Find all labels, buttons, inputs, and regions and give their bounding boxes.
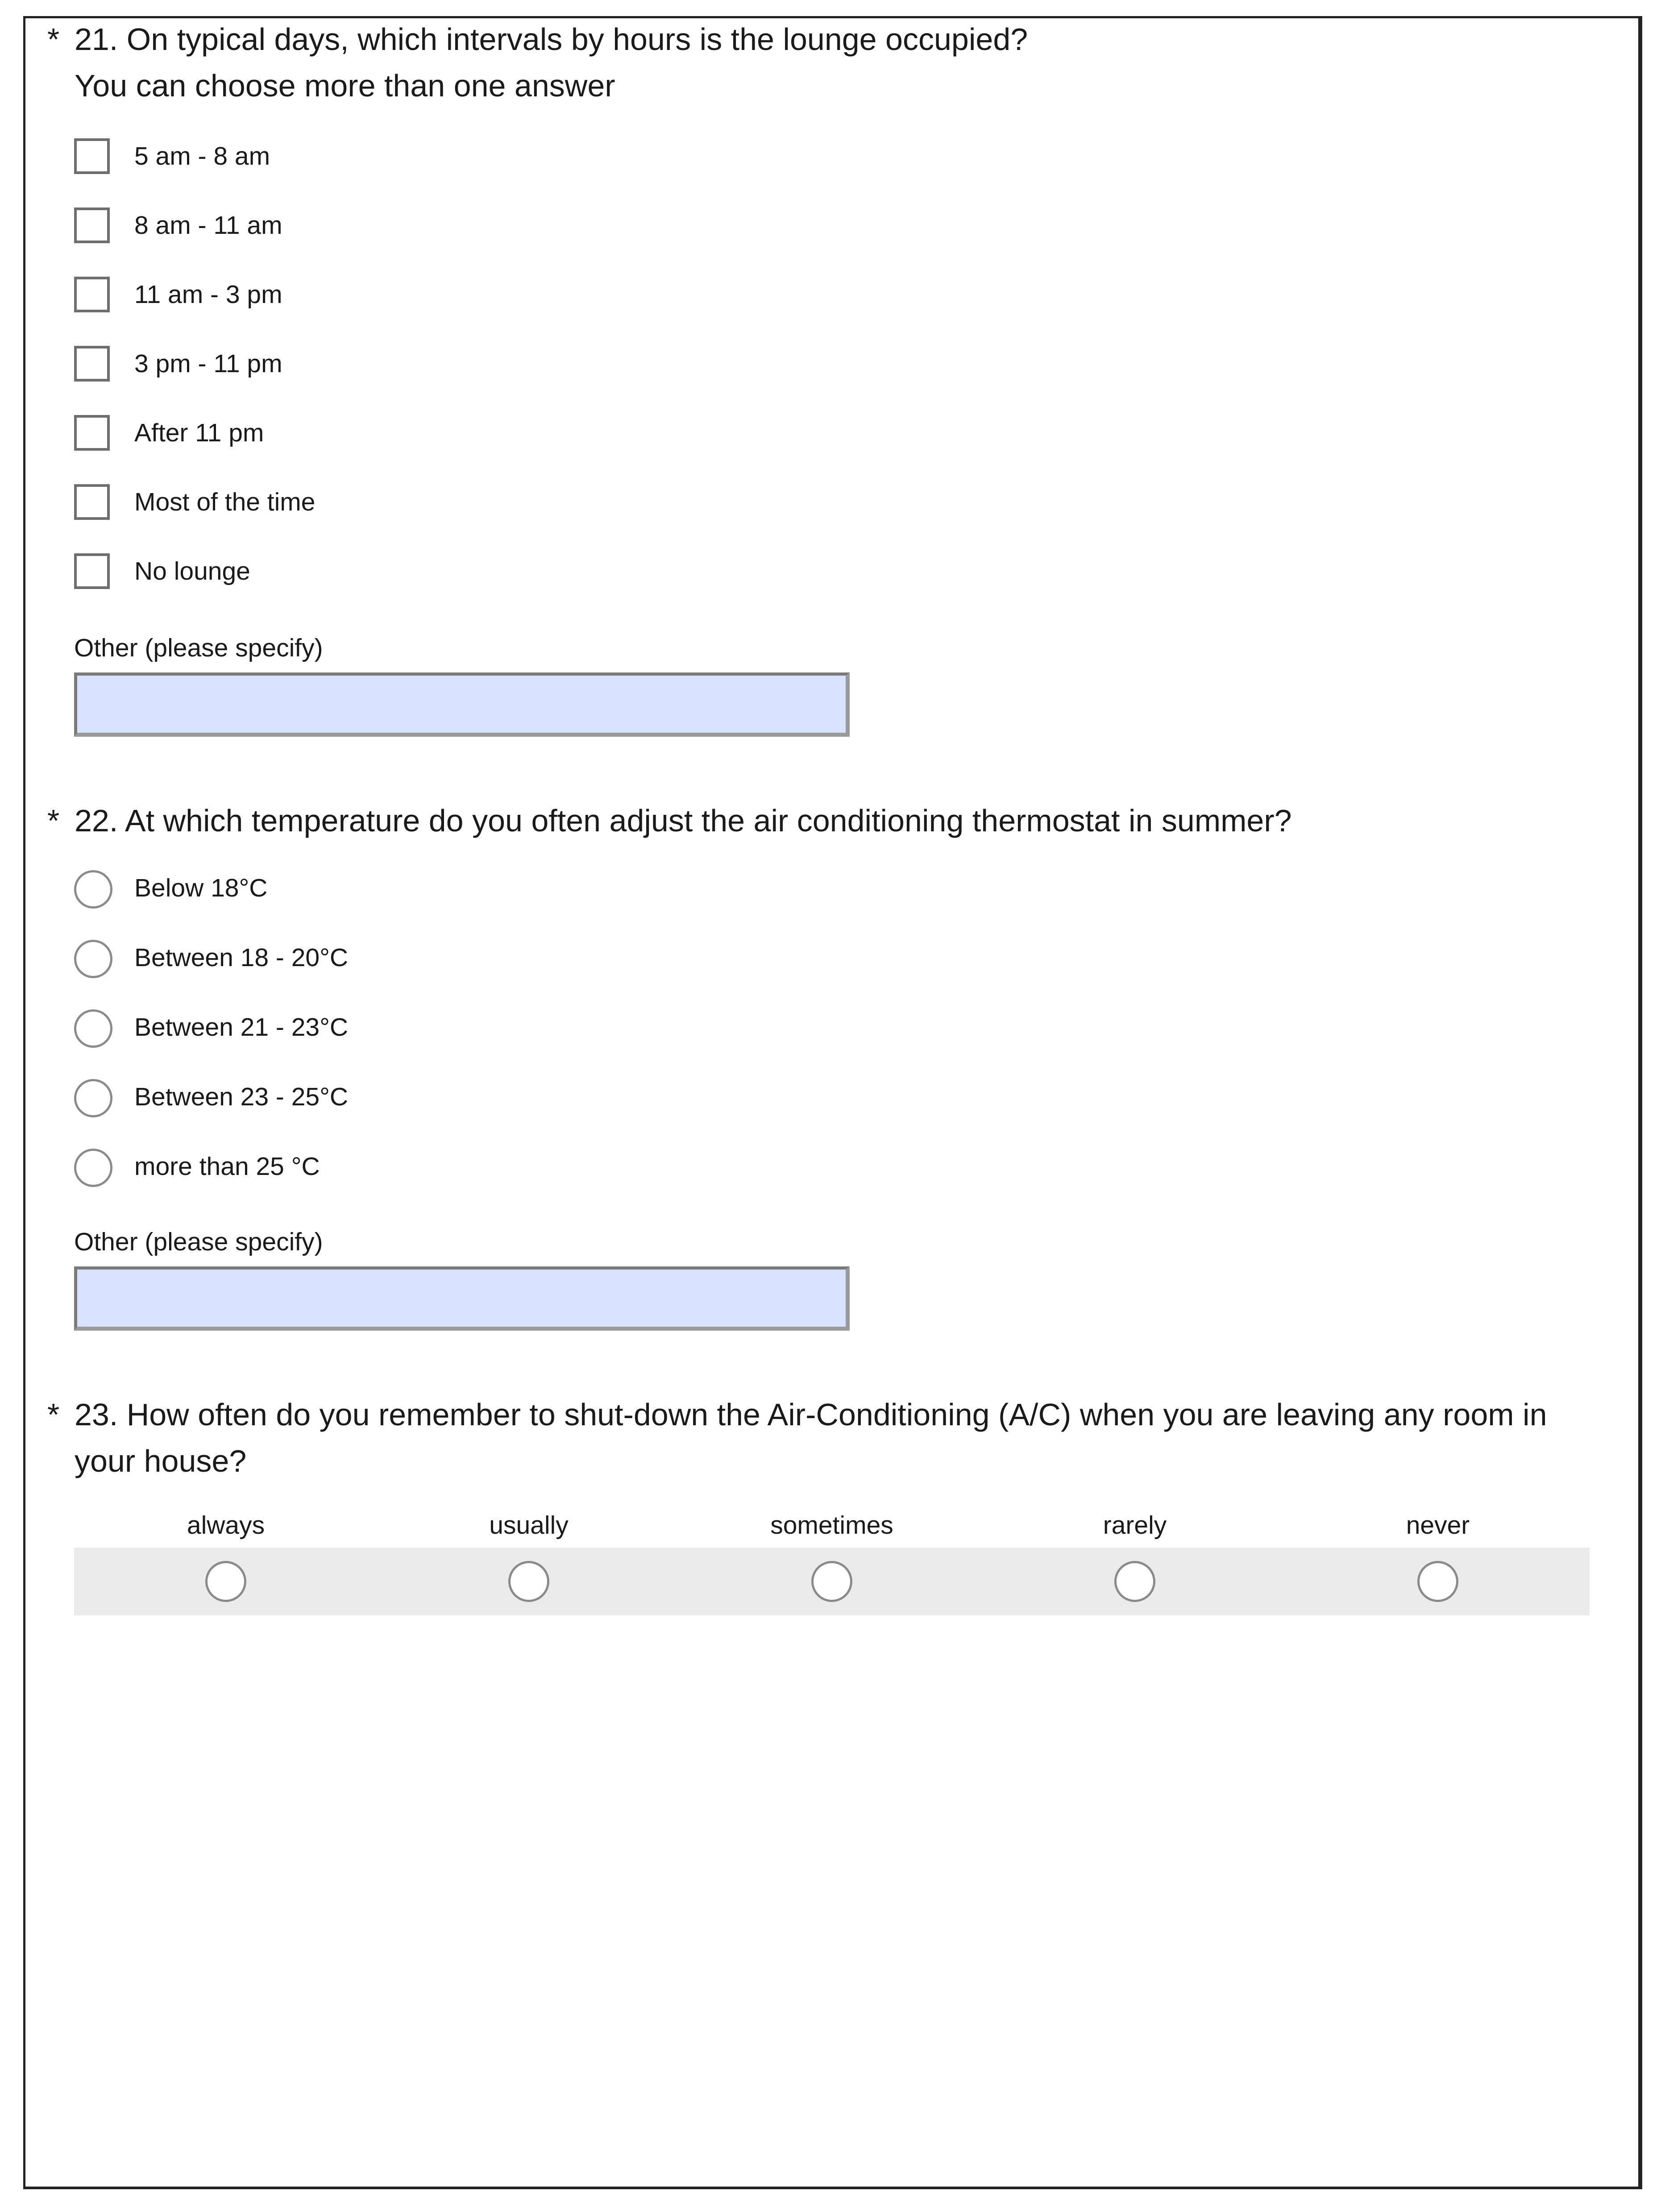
checkbox[interactable] [74, 484, 110, 520]
radio-rarely[interactable] [1114, 1561, 1155, 1602]
checkbox-option[interactable] [74, 208, 877, 252]
scale-header-never: never [1406, 1511, 1470, 1540]
checkbox[interactable] [74, 138, 110, 174]
checkbox-option[interactable] [74, 277, 877, 321]
question-23-title-line1: 23. How often do you remember to shut-down the Air-Conditioning (A/C) when you are leaving any room in [75, 1397, 1547, 1432]
question-22-title: 22. At which temperature do you often adjust the air conditioning thermostat in summer? [75, 803, 1292, 838]
radio-option[interactable] [74, 1149, 877, 1193]
option-label: 11 am - 3 pm [134, 280, 282, 309]
option-label: Between 18 - 20°C [134, 943, 349, 972]
radio-button[interactable] [74, 1079, 112, 1117]
question-22-title-row [43, 797, 1596, 844]
scale-header-usually: usually [489, 1511, 569, 1540]
question-21 [43, 16, 1596, 109]
radio-option[interactable] [74, 870, 877, 915]
radio-button[interactable] [74, 1149, 112, 1187]
question-23-title-row [43, 1391, 1596, 1438]
radio-option[interactable] [74, 1009, 877, 1054]
page-edge [1638, 16, 1642, 2189]
required-marker: * [47, 1397, 60, 1432]
frequency-scale-row [74, 1548, 1590, 1615]
question-21-title-row [43, 16, 1596, 62]
radio-option[interactable] [74, 1079, 877, 1124]
radio-never[interactable] [1417, 1561, 1458, 1602]
checkbox[interactable] [74, 553, 110, 589]
checkbox[interactable] [74, 208, 110, 243]
other-label: Other (please specify) [74, 1228, 323, 1256]
option-label: No lounge [134, 557, 250, 585]
question-21-subtitle: You can choose more than one answer [75, 68, 615, 103]
radio-button[interactable] [74, 940, 112, 978]
question-23 [43, 1391, 1596, 1484]
checkbox-option[interactable] [74, 138, 877, 183]
question-22 [43, 797, 1596, 844]
radio-button[interactable] [74, 1009, 112, 1048]
other-specify-input[interactable] [74, 1266, 850, 1331]
radio-usually[interactable] [508, 1561, 549, 1602]
checkbox[interactable] [74, 346, 110, 382]
question-23-title-line2: your house? [75, 1444, 247, 1478]
scale-header-always: always [187, 1511, 265, 1540]
option-label: Between 21 - 23°C [134, 1013, 349, 1042]
radio-sometimes[interactable] [811, 1561, 852, 1602]
other-label: Other (please specify) [74, 634, 323, 662]
option-label: 3 pm - 11 pm [134, 349, 282, 378]
option-label: After 11 pm [134, 419, 264, 447]
option-label: more than 25 °C [134, 1152, 320, 1181]
other-specify-input[interactable] [74, 672, 850, 737]
option-label: Between 23 - 25°C [134, 1083, 349, 1111]
question-21-title: 21. On typical days, which intervals by hours is the lounge occupied? [75, 22, 1028, 57]
scale-header-rarely: rarely [1103, 1511, 1167, 1540]
option-label: 5 am - 8 am [134, 142, 270, 170]
option-label: Most of the time [134, 488, 316, 516]
checkbox[interactable] [74, 415, 110, 451]
radio-option[interactable] [74, 940, 877, 984]
checkbox-option[interactable] [74, 484, 877, 529]
checkbox-option[interactable] [74, 346, 877, 390]
option-label: 8 am - 11 am [134, 211, 282, 240]
scale-header-sometimes: sometimes [770, 1511, 893, 1540]
checkbox-option[interactable] [74, 415, 877, 460]
required-marker: * [47, 803, 60, 838]
radio-button[interactable] [74, 870, 112, 909]
checkbox-option[interactable] [74, 553, 877, 598]
frequency-scale-headers [74, 1507, 1590, 1543]
checkbox[interactable] [74, 277, 110, 312]
option-label: Below 18°C [134, 874, 268, 902]
radio-always[interactable] [205, 1561, 246, 1602]
required-marker: * [47, 22, 60, 57]
